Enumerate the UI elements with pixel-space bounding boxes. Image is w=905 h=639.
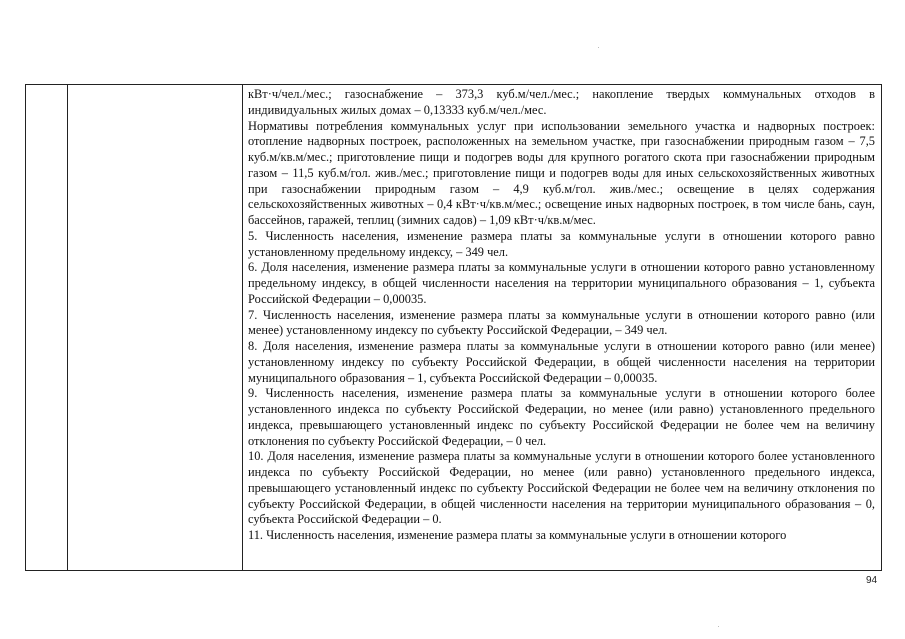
paragraph: кВт·ч/чел./мес.; газоснабжение – 373,3 куб.м/чел./мес.; накопление твердых коммунальных отходов в индивидуальных жилых домах – 0,13333 куб.м/чел./мес. <box>248 87 875 117</box>
scan-speck <box>598 47 599 48</box>
paragraph: 7. Численность населения, изменение размера платы за коммунальные услуги в отношении которого равно (или менее) установленному индексу по субъекту Российской Федерации, – 349 чел. <box>248 307 875 338</box>
paragraph: 6. Доля населения, изменение размера платы за коммунальные услуги в отношении которого равно установленному предельному индексу, в общей численности населения на территории муниципального образования – 1, субъекта Российской Федерации – 0,00035. <box>248 260 875 306</box>
page-number: 94 <box>866 575 878 586</box>
paragraph: Нормативы потребления коммунальных услуг при использовании земельного участка и надворных построек: отопление надворных построек, расположенных на земельном участке, при газоснабжении природным газом – 7,5 куб.м/кв.м/мес.; приготовление пищи и подогрев воды для крупного рогатого скота при газоснабжении природным газом – 11,5 куб.м/гол. жив./мес.; приготовление пищи и подогрев воды для иных сельскохозяйственных животных при газоснабжении природным газом – 4,9 куб.м/гол. жив./мес.; освещение в целях содержания сельскохозяйственных животных – 0,4 кВт·ч/кв.м/мес.; освещение иных надворных построек, в том числе бань, саун, бассейнов, гаражей, теплиц (зимних садов) – 1,09 кВт·ч/кв.м/мес. <box>248 118 875 227</box>
paragraph: 8. Доля населения, изменение размера платы за коммунальные услуги в отношении которого равно (или менее) установленному индексу по субъекту Российской Федерации, в общей численности населения на территории муниципального образования – 1, субъекта Российской Федерации – 0,00035. <box>248 339 875 385</box>
paragraph: 11. Численность населения, изменение размера платы за коммунальные услуги в отношении которого <box>248 528 787 542</box>
paragraph: 9. Численность населения, изменение размера платы за коммунальные услуги в отношении которого более установленного индекса по субъекту Российской Федерации, но менее (или равно) установленного предельного индекса, превышающего установленный индекс по субъекту Российской Федерации не более чем на величину отклонения по субъекту Российской Федерации, – 0 чел. <box>248 386 875 448</box>
paragraph: 10. Доля населения, изменение размера платы за коммунальные услуги в отношении которого более установленного индекса по субъекту Российской Федерации, но менее (или равно) установленного предельного индекса, превышающего установленный индекс по субъекту Российской Федерации не более чем на величину отклонения по субъекту Российской Федерации, в общей численности населения на территории муниципального образования – 0, субъекта Российской Федерации – 0. <box>248 449 875 527</box>
column-divider-1 <box>67 85 68 570</box>
table-cell-content <box>248 87 875 570</box>
scan-speck <box>718 626 719 627</box>
document-table <box>25 84 882 571</box>
paragraph: 5. Численность населения, изменение размера платы за коммунальные услуги в отношении которого равно установленному предельному индексу, – 349 чел. <box>248 228 875 259</box>
column-divider-2 <box>242 85 243 570</box>
